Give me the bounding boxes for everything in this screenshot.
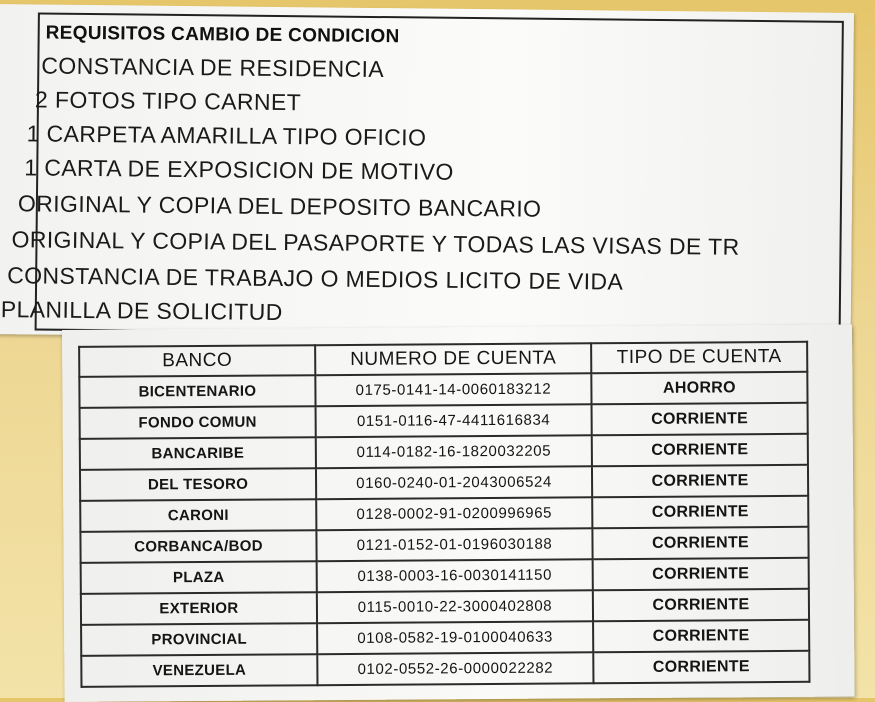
- account-type: CORRIENTE: [592, 465, 808, 498]
- requirement-item: 2 FOTOS TIPO CARNET: [34, 86, 302, 116]
- account-number: 0175-0141-14-0060183212: [315, 373, 591, 406]
- requirements-sheet: [0, 4, 854, 343]
- requirement-item: PLANILLA DE SOLICITUD: [0, 296, 283, 326]
- table-row: [79, 372, 807, 408]
- account-number: 0115-0010-22-3000402808: [317, 590, 593, 623]
- table-row: [81, 620, 809, 656]
- account-type: CORRIENTE: [593, 589, 809, 622]
- account-type: AHORRO: [591, 372, 807, 405]
- bank-name: VENEZUELA: [81, 654, 317, 687]
- table-row: [80, 496, 808, 532]
- account-type: CORRIENTE: [592, 403, 808, 436]
- account-number: 0121-0152-01-0196030188: [316, 528, 592, 561]
- requirement-item: ORIGINAL Y COPIA DEL DEPOSITO BANCARIO: [17, 190, 542, 222]
- account-type: CORRIENTE: [592, 434, 808, 467]
- table-row: [80, 527, 808, 563]
- bank-accounts-sheet: [62, 324, 855, 702]
- account-number: 0108-0582-19-0100040633: [317, 621, 593, 654]
- requirement-item: ORIGINAL Y COPIA DEL PASAPORTE Y TODAS LAS VISAS DE TR: [11, 226, 740, 260]
- bank-name: PLAZA: [81, 561, 317, 594]
- requirement-item: CONSTANCIA DE RESIDENCIA: [41, 52, 385, 83]
- table-row: [81, 558, 809, 594]
- bank-name: BICENTENARIO: [79, 375, 315, 408]
- account-type: CORRIENTE: [593, 651, 809, 684]
- account-type: CORRIENTE: [593, 558, 809, 591]
- bank-name: CARONI: [80, 499, 316, 532]
- account-number: 0102-0552-26-0000022282: [317, 652, 593, 685]
- table-row: [80, 434, 808, 470]
- requirements-title: REQUISITOS CAMBIO DE CONDICION: [45, 22, 400, 48]
- header-tipo-de-cuenta: TIPO DE CUENTA: [591, 342, 807, 374]
- requirement-item: 1 CARPETA AMARILLA TIPO OFICIO: [26, 120, 427, 151]
- bank-name: CORBANCA/BOD: [80, 530, 316, 563]
- account-type: CORRIENTE: [592, 527, 808, 560]
- table-row: [81, 589, 809, 625]
- account-number: 0114-0182-16-1820032205: [316, 435, 592, 468]
- table-row: [80, 403, 808, 439]
- account-type: CORRIENTE: [592, 496, 808, 529]
- account-number: 0128-0002-91-0200996965: [316, 497, 592, 530]
- requirement-item: CONSTANCIA DE TRABAJO O MEDIOS LICITO DE VIDA: [7, 262, 624, 295]
- bank-name: DEL TESORO: [80, 468, 316, 501]
- bank-name: FONDO COMUN: [80, 406, 316, 439]
- table-row: [80, 465, 808, 501]
- bank-name: EXTERIOR: [81, 592, 317, 625]
- bank-name: PROVINCIAL: [81, 623, 317, 656]
- header-banco: BANCO: [79, 345, 315, 377]
- account-number: 0151-0116-47-4411616834: [316, 404, 592, 437]
- bank-name: BANCARIBE: [80, 437, 316, 470]
- header-numero-de-cuenta: NUMERO DE CUENTA: [315, 343, 591, 375]
- account-type: CORRIENTE: [593, 620, 809, 653]
- table-row: [81, 651, 809, 687]
- requirement-item: 1 CARTA DE EXPOSICION DE MOTIVO: [24, 154, 454, 185]
- bank-accounts-table: [78, 341, 810, 688]
- account-number: 0160-0240-01-2043006524: [316, 466, 592, 499]
- account-number: 0138-0003-16-0030141150: [317, 559, 593, 592]
